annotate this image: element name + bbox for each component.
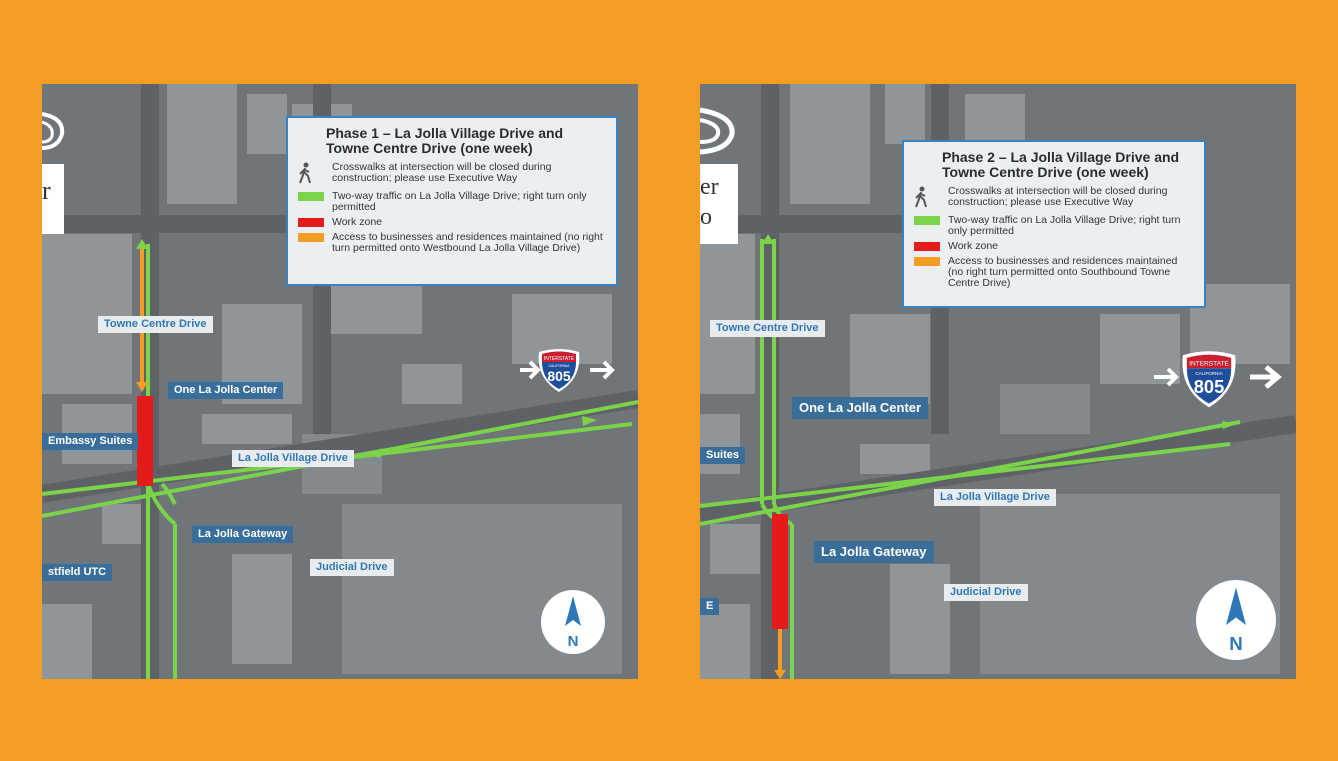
svg-text:CALIFORNIA: CALIFORNIA <box>548 364 570 368</box>
interstate-805-shield-icon <box>536 348 582 394</box>
pedestrian-icon <box>298 162 324 187</box>
pedestrian-icon <box>914 186 940 211</box>
green-swatch <box>298 192 324 201</box>
legend-title: Phase 1 – La Jolla Village Drive and Towne Centre Drive (one week) <box>326 125 564 156</box>
orange-swatch <box>298 233 324 242</box>
label-one-la-jolla-center: One La Jolla Center <box>792 397 928 419</box>
label-westfield-utc: stfield UTC <box>42 564 112 581</box>
brand-logo-icon <box>42 110 66 150</box>
phase2-legend <box>902 140 1206 308</box>
legend-access-row: Access to businesses and residences maintained (no right turn permitted onto Southbound Towne Centre Drive) <box>914 256 1194 289</box>
label-la-jolla-village-drive: La Jolla Village Drive <box>934 489 1056 506</box>
label-la-jolla-gateway: La Jolla Gateway <box>814 541 934 563</box>
red-swatch <box>914 242 940 251</box>
legend-crosswalk-row: Crosswalks at intersection will be closed during construction; please use Executive Way <box>298 162 606 187</box>
svg-text:INTERSTATE: INTERSTATE <box>1189 360 1229 368</box>
brand-logo-icon <box>700 106 740 156</box>
legend-workzone-row: Work zone <box>298 217 606 228</box>
svg-text:N: N <box>567 633 579 650</box>
label-judicial-drive: Judicial Drive <box>310 559 394 576</box>
legend-crosswalk-row: Crosswalks at intersection will be closed during construction; please use Executive Way <box>914 186 1194 211</box>
label-embassy-suites: Embassy Suites <box>42 433 138 450</box>
svg-text:805: 805 <box>547 368 571 384</box>
label-la-jolla-gateway: La Jolla Gateway <box>192 526 293 543</box>
interstate-805-shield-icon <box>1174 350 1244 410</box>
legend-traffic-row: Two-way traffic on La Jolla Village Drive; right turn only permitted <box>298 191 606 213</box>
label-suites: Suites <box>700 447 745 464</box>
svg-text:805: 805 <box>1193 376 1225 398</box>
legend-access-row: Access to businesses and residences maintained (no right turn permitted onto Westbound La Jolla Village Drive) <box>298 232 606 254</box>
right-arrow-icon <box>1248 362 1284 392</box>
label-towne-centre-drive: Towne Centre Drive <box>710 320 825 337</box>
svg-text:N: N <box>1229 633 1243 654</box>
orange-swatch <box>914 257 940 266</box>
north-arrow-icon <box>1196 580 1276 660</box>
svg-text:INTERSTATE: INTERSTATE <box>543 356 575 362</box>
red-swatch <box>298 218 324 227</box>
right-arrow-icon <box>588 359 618 381</box>
phase1-map <box>42 84 638 679</box>
brand-logo-partial: r <box>42 164 64 234</box>
legend-title: Phase 2 – La Jolla Village Drive and Towne Centre Drive (one week) <box>942 149 1180 180</box>
brand-logo-partial: er o <box>700 164 738 244</box>
legend-workzone-row: Work zone <box>914 241 1194 252</box>
label-towne-centre-drive: Towne Centre Drive <box>98 316 213 333</box>
label-la-jolla-village-drive: La Jolla Village Drive <box>232 450 354 467</box>
svg-text:CALIFORNIA: CALIFORNIA <box>1195 370 1223 376</box>
phase2-map <box>700 84 1296 679</box>
green-swatch <box>914 216 940 225</box>
label-one-la-jolla-center: One La Jolla Center <box>168 382 283 399</box>
legend-traffic-row: Two-way traffic on La Jolla Village Drive; right turn only permitted <box>914 215 1194 237</box>
phase1-legend <box>286 116 618 286</box>
label-judicial-drive: Judicial Drive <box>944 584 1028 601</box>
north-arrow-icon <box>541 590 605 654</box>
label-edge: E <box>700 598 719 615</box>
